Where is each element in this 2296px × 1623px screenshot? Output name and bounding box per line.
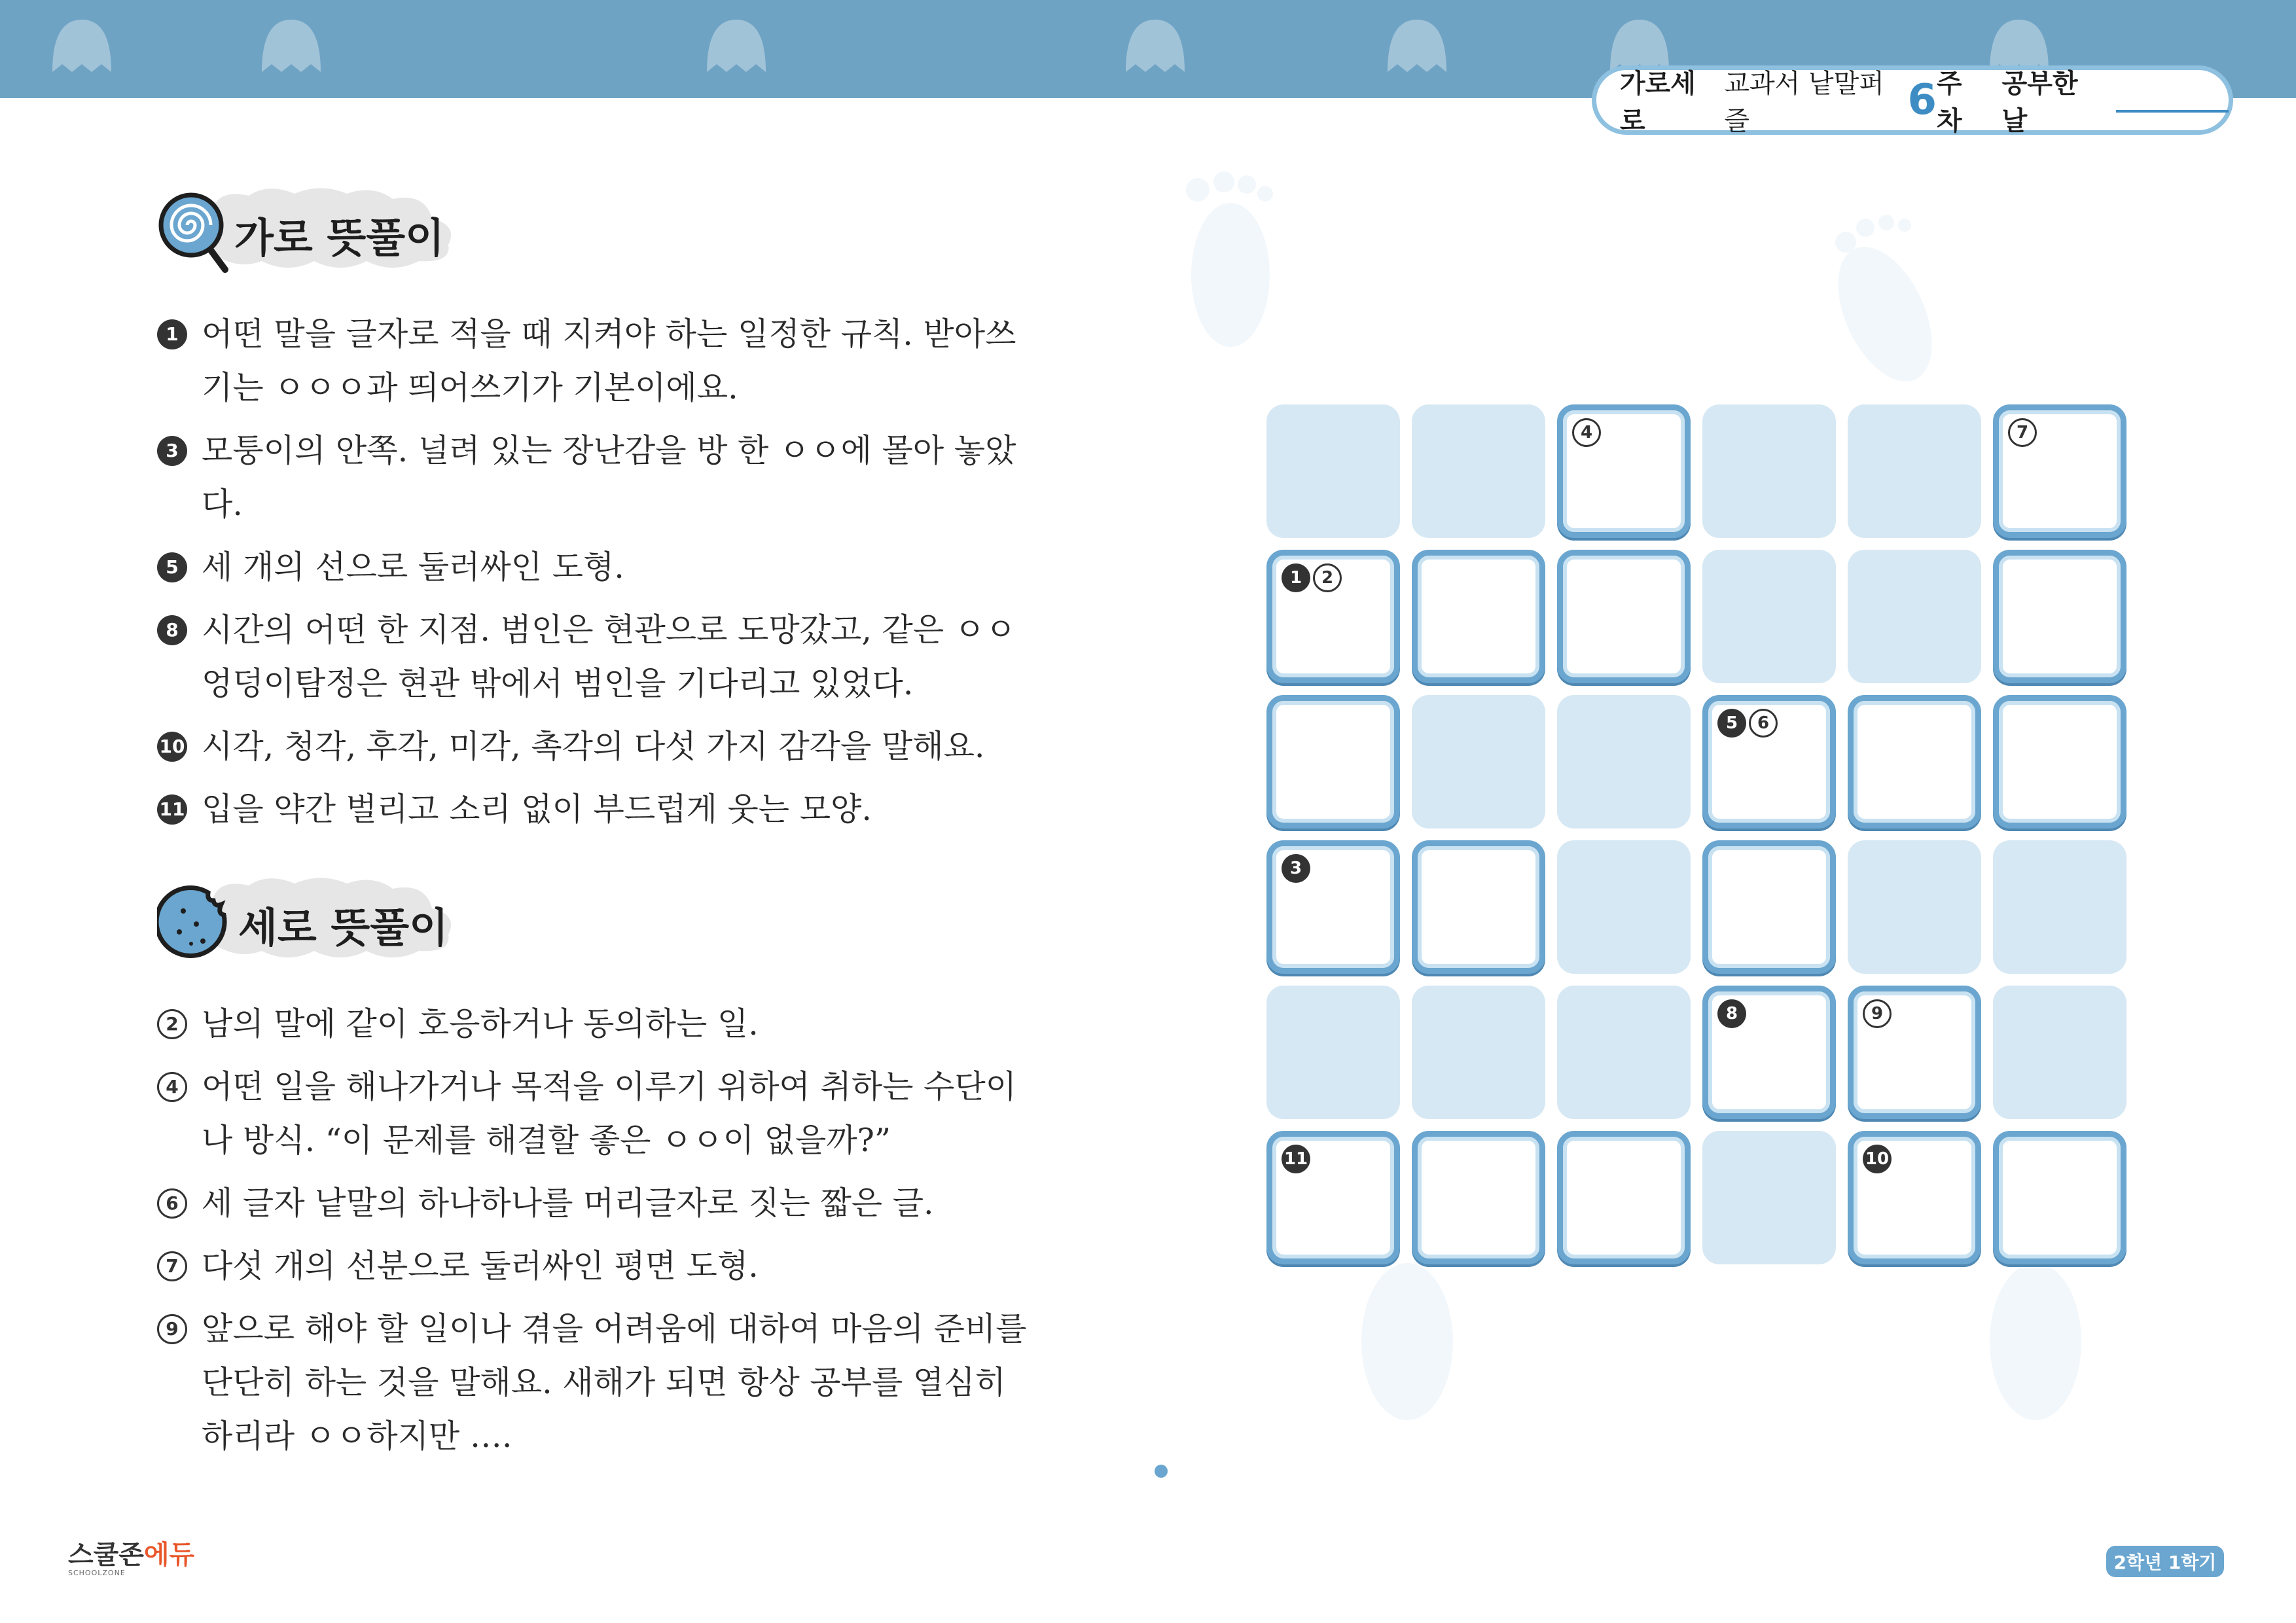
footprint-icon <box>1826 203 1944 399</box>
clue-number-badge: 7 <box>157 1251 187 1281</box>
cell-number-badge: 4 <box>1572 418 1601 447</box>
date-blank-line[interactable] <box>2116 110 2229 113</box>
ghost-icon <box>694 7 779 79</box>
ghost-icon <box>39 7 124 79</box>
answer-cell[interactable] <box>1266 695 1400 829</box>
cell-number-labels <box>1282 1145 1310 1173</box>
down-title: 세로 뜻풀이 <box>238 904 449 952</box>
clue-item <box>157 424 1041 531</box>
clue-item <box>157 1177 1041 1230</box>
clue-item <box>157 1060 1041 1168</box>
week-unit: 주차 <box>1936 69 1962 136</box>
series-name: 가로세로 <box>1620 69 1696 136</box>
answer-cell[interactable] <box>1266 550 1400 683</box>
lollipop-icon <box>157 188 236 274</box>
logo-accent-text: 에듀 <box>143 1540 195 1570</box>
blocked-cell <box>1557 695 1691 829</box>
clue-number-badge: 5 <box>157 552 187 582</box>
blocked-cell <box>1848 550 1981 683</box>
clue-text: 모퉁이의 안쪽. 널려 있는 장난감을 방 한 ㅇㅇ에 몰아 놓았다. <box>202 432 1016 523</box>
cell-number-labels <box>1572 418 1601 447</box>
clue-item <box>157 1240 1041 1293</box>
clue-item <box>157 541 1041 594</box>
answer-cell[interactable] <box>1557 404 1691 538</box>
crossword-grid <box>1266 404 2130 1268</box>
blocked-cell <box>1993 840 2126 974</box>
cell-number-badge: 9 <box>1863 999 1892 1028</box>
clue-item <box>157 783 1041 836</box>
clue-number-badge: 2 <box>157 1009 187 1039</box>
grade-badge: 2학년 1학기 <box>2106 1546 2224 1577</box>
answer-cell[interactable] <box>1557 550 1691 683</box>
blocked-cell <box>1702 404 1836 538</box>
answer-cell[interactable] <box>1848 986 1981 1119</box>
clue-number-badge: 9 <box>157 1314 187 1344</box>
blocked-cell <box>1848 840 1981 974</box>
book-name: 교과서 낱말퍼즐 <box>1724 69 1884 136</box>
blocked-cell <box>1266 986 1400 1119</box>
footprint-icon <box>1964 1243 2108 1440</box>
blocked-cell <box>1412 695 1545 829</box>
clue-number-badge: 11 <box>157 794 187 825</box>
answer-cell[interactable] <box>1993 550 2126 683</box>
footprint-icon <box>1172 164 1289 360</box>
cell-number-badge: 8 <box>1717 999 1746 1028</box>
ghost-icon <box>249 7 334 79</box>
logo-main-text: 스쿨존 <box>68 1540 144 1570</box>
answer-cell[interactable] <box>1702 986 1836 1119</box>
cookie-icon <box>157 878 236 963</box>
clue-text: 어떤 일을 해나가거나 목적을 이루기 위하여 취하는 수단이나 방식. “이 문제를 해결할 좋은 ㅇㅇ이 없을까?” <box>202 1068 1017 1159</box>
clue-item <box>157 720 1041 774</box>
cell-number-badge: 11 <box>1282 1145 1310 1173</box>
page-center-dot <box>1155 1465 1168 1478</box>
clue-number-badge: 6 <box>157 1188 187 1219</box>
clue-text: 다섯 개의 선분으로 둘러싸인 평면 도형. <box>202 1247 759 1285</box>
across-title: 가로 뜻풀이 <box>234 214 445 262</box>
clue-number-badge: 1 <box>157 319 187 349</box>
answer-cell[interactable] <box>1266 840 1400 974</box>
clue-number-badge: 3 <box>157 436 187 466</box>
answer-cell[interactable] <box>1993 1131 2126 1264</box>
answer-cell[interactable] <box>1993 695 2126 829</box>
answer-cell[interactable] <box>1848 1131 1981 1264</box>
clue-text: 세 글자 낱말의 하나하나를 머리글자로 짓는 짧은 글. <box>202 1185 934 1222</box>
clue-text: 남의 말에 같이 호응하거나 동의하는 일. <box>202 1005 759 1043</box>
ghost-icon <box>1113 7 1198 79</box>
answer-cell[interactable] <box>1412 1131 1545 1264</box>
across-heading <box>157 179 484 277</box>
blocked-cell <box>1412 404 1545 538</box>
answer-cell[interactable] <box>1412 550 1545 683</box>
cell-number-labels <box>2008 418 2037 447</box>
answer-cell[interactable] <box>1266 1131 1400 1264</box>
study-date-header <box>1592 65 2233 135</box>
blocked-cell <box>1266 404 1400 538</box>
blocked-cell <box>1848 404 1981 538</box>
cell-number-badge: 3 <box>1282 854 1310 883</box>
cell-number-labels <box>1717 999 1746 1028</box>
clue-text: 어떤 말을 글자로 적을 때 지켜야 하는 일정한 규칙. 받아쓰기는 ㅇㅇㅇ과 띄어쓰기가 기본이에요. <box>202 315 1016 406</box>
down-heading <box>157 869 484 967</box>
clue-item <box>157 308 1041 415</box>
footprint-icon <box>1335 1243 1479 1440</box>
clue-number-badge: 4 <box>157 1072 187 1102</box>
down-clue-list <box>157 997 1041 1472</box>
cell-number-badge: 6 <box>1749 709 1778 738</box>
clue-text: 앞으로 해야 할 일이나 겪을 어려움에 대하여 마음의 준비를 단단히 하는 것을 말해요. 새해가 되면 항상 공부를 열심히 하리라 ㅇㅇ하지만 …. <box>202 1310 1027 1455</box>
clue-text: 입을 약간 벌리고 소리 없이 부드럽게 웃는 모양. <box>202 791 872 828</box>
cell-number-labels <box>1282 854 1310 883</box>
blocked-cell <box>1993 986 2126 1119</box>
cell-number-badge: 5 <box>1717 709 1746 738</box>
blocked-cell <box>1412 986 1545 1119</box>
answer-cell[interactable] <box>1702 695 1836 829</box>
blocked-cell <box>1557 840 1691 974</box>
cell-number-badge: 2 <box>1313 563 1342 592</box>
cell-number-labels <box>1863 999 1892 1028</box>
study-date-label: 공부한 날 <box>2001 69 2078 136</box>
clue-number-badge: 8 <box>157 615 187 645</box>
answer-cell[interactable] <box>1557 1131 1691 1264</box>
cell-number-badge: 1 <box>1282 563 1310 592</box>
clue-item <box>157 997 1041 1051</box>
week-number: 6 <box>1907 76 1937 124</box>
clue-number-badge: 10 <box>157 732 187 762</box>
blocked-cell <box>1557 986 1691 1119</box>
clue-text: 시간의 어떤 한 지점. 범인은 현관으로 도망갔고, 같은 ㅇㅇ 엉덩이탐정은 현관 밖에서 범인을 기다리고 있었다. <box>202 611 1016 702</box>
answer-cell[interactable] <box>1993 404 2126 538</box>
cell-number-badge: 7 <box>2008 418 2037 447</box>
cell-number-labels <box>1863 1145 1892 1173</box>
cell-number-labels <box>1717 709 1778 738</box>
answer-cell[interactable] <box>1848 695 1981 829</box>
logo-sub-text: SCHOOLZONE <box>68 1569 126 1577</box>
cell-number-labels <box>1282 563 1342 592</box>
publisher-logo <box>68 1534 194 1577</box>
blocked-cell <box>1702 1131 1836 1264</box>
clue-item <box>157 1302 1041 1463</box>
cell-number-badge: 10 <box>1863 1145 1892 1173</box>
answer-cell[interactable] <box>1412 840 1545 974</box>
blocked-cell <box>1702 550 1836 683</box>
clue-text: 시각, 청각, 후각, 미각, 촉각의 다섯 가지 감각을 말해요. <box>202 728 985 765</box>
clue-text: 세 개의 선으로 둘러싸인 도형. <box>202 548 624 586</box>
ghost-icon <box>1374 7 1460 79</box>
clue-item <box>157 603 1041 711</box>
answer-cell[interactable] <box>1702 840 1836 974</box>
across-clue-list <box>157 308 1041 846</box>
